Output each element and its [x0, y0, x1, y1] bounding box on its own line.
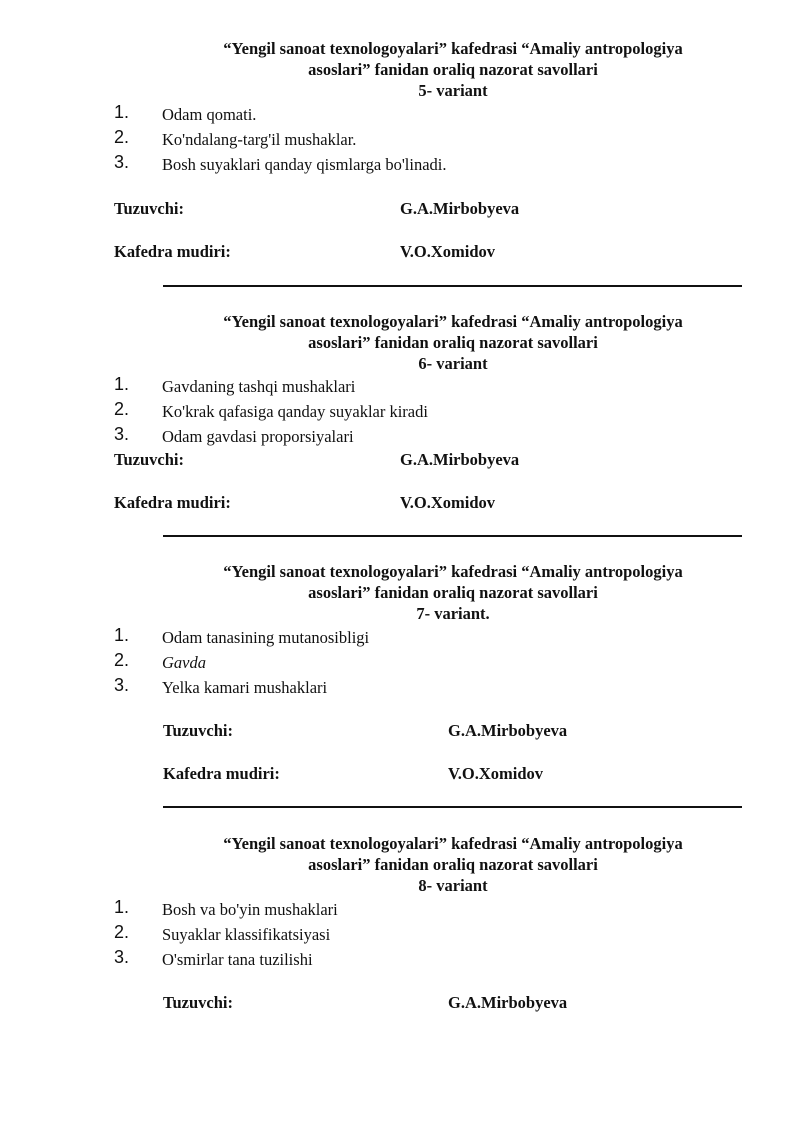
- composer-label: Tuzuvchi:: [163, 721, 233, 740]
- head-label: Kafedra mudiri:: [163, 764, 280, 783]
- title-line-1: “Yengil sanoat texnologoyalari” kafedrasi “Amaliy antropologiya: [223, 834, 683, 853]
- question-text: Bosh va bo'yin mushaklari: [162, 900, 338, 919]
- variant-title: [140, 311, 766, 374]
- head-label: Kafedra mudiri:: [114, 242, 231, 261]
- question-text: Suyaklar klassifikatsiyasi: [162, 925, 331, 944]
- question-number: 1.: [114, 897, 130, 917]
- title-line-2: asoslari” fanidan oraliq nazorat savollari: [308, 583, 598, 602]
- question-text: Gavdaning tashqi mushaklari: [162, 377, 356, 396]
- title-line-1: “Yengil sanoat texnologoyalari” kafedrasi “Amaliy antropologiya: [223, 39, 683, 58]
- question-text: Odam qomati.: [162, 105, 257, 124]
- question-number: 2.: [114, 922, 130, 942]
- variant-title: [140, 38, 766, 101]
- variant-number: 5- variant: [418, 81, 488, 100]
- composer-name: G.A.Mirbobyeva: [400, 450, 520, 469]
- title-line-1: “Yengil sanoat texnologoyalari” kafedrasi “Amaliy antropologiya: [223, 312, 683, 331]
- question-text: Ko'ndalang-targ'il mushaklar.: [162, 130, 357, 149]
- question-text: Bosh suyaklari qanday qismlarga bo'linadi.: [162, 155, 447, 174]
- question-number: 1.: [114, 374, 130, 394]
- variant-number: 8- variant: [418, 876, 488, 895]
- composer-label: Tuzuvchi:: [114, 199, 184, 218]
- head-label: Kafedra mudiri:: [114, 493, 231, 512]
- question-number: 2.: [114, 127, 130, 147]
- question-text: Odam gavdasi proporsiyalari: [162, 427, 354, 446]
- variant-title: [140, 833, 766, 896]
- question-number: 3.: [114, 152, 130, 172]
- question-number: 3.: [114, 424, 130, 444]
- title-line-1: “Yengil sanoat texnologoyalari” kafedrasi “Amaliy antropologiya: [223, 562, 683, 581]
- head-name: V.O.Xomidov: [448, 764, 544, 783]
- head-name: V.O.Xomidov: [400, 493, 496, 512]
- question-number: 2.: [114, 650, 130, 670]
- question-text: Gavda: [162, 653, 206, 672]
- variant-number: 6- variant: [418, 354, 488, 373]
- composer-name: G.A.Mirbobyeva: [448, 993, 568, 1012]
- variant-title: [140, 561, 766, 624]
- question-number: 3.: [114, 947, 130, 967]
- head-name: V.O.Xomidov: [400, 242, 496, 261]
- question-number: 2.: [114, 399, 130, 419]
- composer-label: Tuzuvchi:: [114, 450, 184, 469]
- composer-name: G.A.Mirbobyeva: [448, 721, 568, 740]
- separator-line: [163, 806, 742, 808]
- question-number: 3.: [114, 675, 130, 695]
- composer-name: G.A.Mirbobyeva: [400, 199, 520, 218]
- question-text: Yelka kamari mushaklari: [162, 678, 328, 697]
- question-number: 1.: [114, 102, 130, 122]
- variant-number: 7- variant.: [416, 604, 490, 623]
- separator-line: [163, 535, 742, 537]
- question-text: Odam tanasining mutanosibligi: [162, 628, 370, 647]
- question-text: Ko'krak qafasiga qanday suyaklar kiradi: [162, 402, 428, 421]
- composer-label: Tuzuvchi:: [163, 993, 233, 1012]
- title-line-2: asoslari” fanidan oraliq nazorat savollari: [308, 333, 598, 352]
- question-text: O'smirlar tana tuzilishi: [162, 950, 313, 969]
- question-number: 1.: [114, 625, 130, 645]
- title-line-2: asoslari” fanidan oraliq nazorat savollari: [308, 855, 598, 874]
- title-line-2: asoslari” fanidan oraliq nazorat savollari: [308, 60, 598, 79]
- separator-line: [163, 285, 742, 287]
